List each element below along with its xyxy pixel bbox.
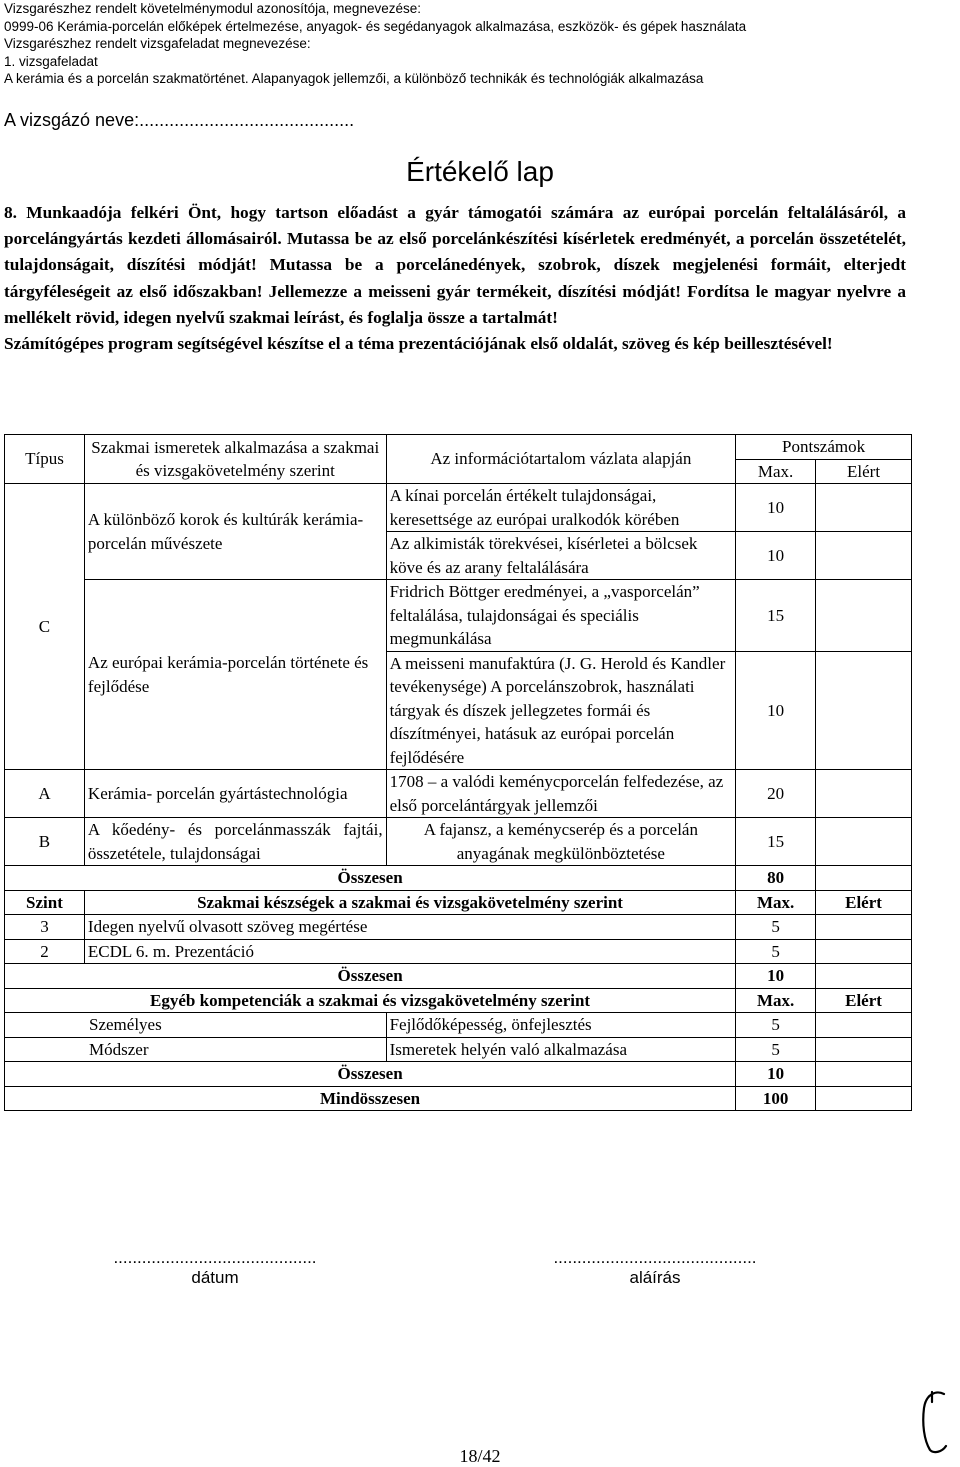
table-row [5,939,912,964]
type-cell: B [5,818,85,866]
type-cell: A [5,770,85,818]
header-line: A kerámia és a porcelán szakmatörténet. Alapanyagok jellemzői, a különböző technikák és technológiák alkalmazása [4,71,704,87]
achieved-cell[interactable] [816,939,912,964]
grand-total-value: 100 [736,1086,816,1111]
header-line: Vizsgarészhez rendelt vizsgafeladat megnevezése: [4,36,311,52]
achieved-cell[interactable] [816,964,912,989]
examinee-name-field: A vizsgázó neve:........................................... [4,110,355,130]
achieved-cell[interactable] [816,866,912,891]
header-achieved: Elért [816,890,912,915]
table-row [5,580,912,652]
total-label: Összesen [5,1062,736,1087]
level-cell: 2 [5,939,85,964]
max-cell: 10 [736,651,816,770]
max-cell: 5 [736,915,816,940]
header-achieved: Elért [816,988,912,1013]
type-cell: C [5,484,85,770]
info-cell: A fajansz, a keménycserép és a porcelán anyagának megkülönböztetése [386,818,736,866]
table-row [5,484,912,532]
max-cell: 10 [736,484,816,532]
achieved-cell[interactable] [816,484,912,532]
document-header [4,0,746,88]
task-text: Számítógépes program segítségével készítse el a téma prezentációjának első oldalát, szöveg és kép beillesztésével! [4,334,833,354]
signature-label: aláírás [629,1268,681,1287]
header-line: 0999-06 Kerámia-porcelán előképek értelmezése, anyagok- és segédanyagok alkalmazása, eszközök- és gépek használata [4,18,747,34]
competency-type-cell: Személyes [5,1013,387,1038]
max-cell: 5 [736,939,816,964]
max-cell: 5 [736,1037,816,1062]
header-info: Az információtartalom vázlata alapján [386,435,736,484]
table-row [5,915,912,940]
evaluation-table [4,434,912,1111]
competency-type-cell: Módszer [5,1037,387,1062]
header-knowledge: Szakmai ismeretek alkalmazása a szakmai és vizsgakövetelmény szerint [84,435,386,484]
signature-dotted-line[interactable]: ........................................... [553,1248,757,1267]
grand-total-label: Mindösszesen [5,1086,736,1111]
max-cell: 20 [736,770,816,818]
achieved-cell[interactable] [816,651,912,770]
info-cell: Az alkimisták törekvései, kísérletei a bölcsek köve és az arany feltalálására [386,532,736,580]
skills-header-row [5,890,912,915]
max-cell: 5 [736,1013,816,1038]
header-line: Vizsgarészhez rendelt követelménymodul azonosítója, megnevezése: [4,1,421,16]
info-cell: A meisseni manufaktúra (J. G. Herold és Kandler tevékenysége) A porcelánszobrok, használati tárgyak és díszek jellegzetes formái és díszítményei, hatásuk az európai porcelán fejlődésére [386,651,736,770]
total-value: 80 [736,866,816,891]
knowledge-cell: Az európai kerámia-porcelán története és fejlődése [84,580,386,770]
page-number: 18/42 [459,1446,501,1466]
achieved-cell[interactable] [816,1062,912,1087]
table-header-row [5,435,912,460]
header-line: 1. vizsgafeladat [4,53,98,69]
achieved-cell[interactable] [816,532,912,580]
signature-block [520,1248,790,1288]
achieved-cell[interactable] [816,1013,912,1038]
grand-total-row [5,1086,912,1111]
knowledge-cell: Kerámia- porcelán gyártástechnológia [84,770,386,818]
total-value: 10 [736,964,816,989]
table-row [5,770,912,818]
header-level: Szint [5,890,85,915]
skill-cell: ECDL 6. m. Prezentáció [84,939,735,964]
date-dotted-line[interactable]: ........................................... [113,1248,317,1267]
achieved-cell[interactable] [816,818,912,866]
knowledge-cell: A kőedény- és porcelánmasszák fajtái, összetétele, tulajdonságai [84,818,386,866]
total-row [5,964,912,989]
max-cell: 10 [736,532,816,580]
header-points: Pontszámok [736,435,912,460]
date-label: dátum [191,1268,239,1287]
max-cell: 15 [736,818,816,866]
max-cell: 15 [736,580,816,652]
competency-header-row [5,988,912,1013]
header-type: Típus [5,435,85,484]
info-cell: Fridrich Böttger eredményei, a „vasporcelán” feltalálása, tulajdonságai és speciális megmunkálása [386,580,736,652]
total-row [5,1062,912,1087]
header-max: Max. [736,890,816,915]
total-row [5,866,912,891]
header-skills: Szakmai készségek a szakmai és vizsgakövetelmény szerint [84,890,735,915]
header-achieved: Elért [816,459,912,484]
task-text: 8. Munkaadója felkéri Önt, hogy tartson előadást a gyár támogatói számára az európai porcelán feltalálásáról, a porcelángyártás kezdeti állomásairól. Mutassa be az első porcelánkészítési kísérletek eredményét, a porcelán összetételét, tulajdonságait, díszítési módját! Mutassa be a porcelánedények, szobrok, díszek megjelenési formáit, elterjedt tárgyféleségeit az első időszakban! Jellemezze a meisseni gyár termékeit, díszítési módját! Fordítsa le magyar nyelvre a mellékelt rövid, idegen nyelvű szakmai leírást, és foglalja össze a tartalmát! [4,203,906,327]
table-row [5,1013,912,1038]
header-competency: Egyéb kompetenciák a szakmai és vizsgakövetelmény szerint [5,988,736,1013]
competency-cell: Ismeretek helyén való alkalmazása [386,1037,736,1062]
knowledge-cell: A különböző korok és kultúrák kerámia-porcelán művészete [84,484,386,580]
total-label: Összesen [5,866,736,891]
achieved-cell[interactable] [816,1037,912,1062]
achieved-cell[interactable] [816,770,912,818]
page-title: Értékelő lap [406,156,554,187]
skill-cell: Idegen nyelvű olvasott szöveg megértése [84,915,735,940]
task-description [4,200,906,357]
level-cell: 3 [5,915,85,940]
date-block [80,1248,350,1288]
achieved-cell[interactable] [816,580,912,652]
total-label: Összesen [5,964,736,989]
info-cell: A kínai porcelán értékelt tulajdonságai, keresettsége az európai uralkodók körében [386,484,736,532]
table-row [5,1037,912,1062]
competency-cell: Fejlődőképesség, önfejlesztés [386,1013,736,1038]
total-value: 10 [736,1062,816,1087]
header-max: Max. [736,988,816,1013]
info-cell: 1708 – a valódi keménycporcelán felfedezése, az első porcelántárgyak jellemzői [386,770,736,818]
achieved-cell[interactable] [816,915,912,940]
table-row [5,818,912,866]
achieved-cell[interactable] [816,1086,912,1111]
header-max: Max. [736,459,816,484]
